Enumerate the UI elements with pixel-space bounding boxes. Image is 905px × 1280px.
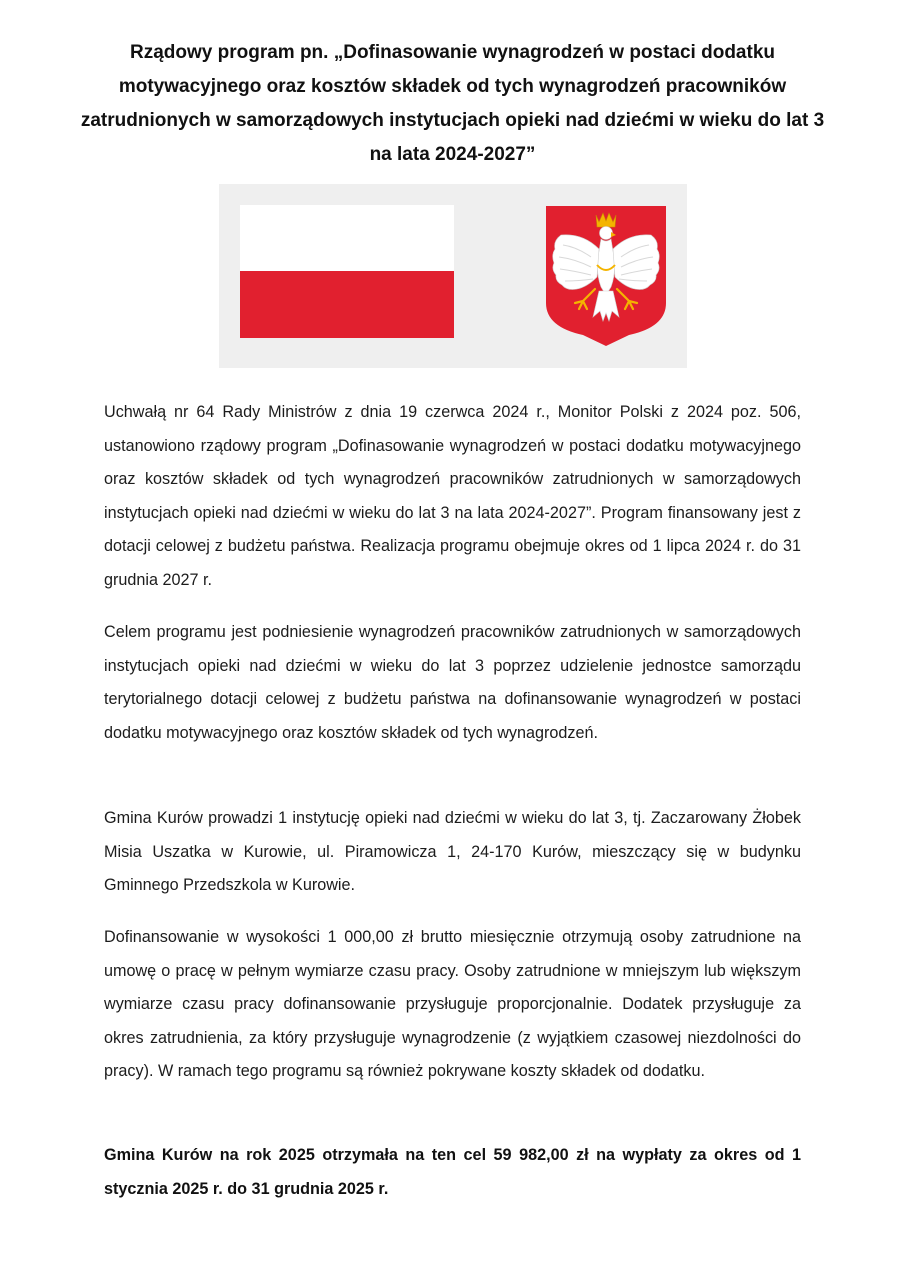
paragraph-resolution: Uchwałą nr 64 Rady Ministrów z dnia 19 czerwca 2024 r., Monitor Polski z 2024 poz. 506, ustanowiono rządowy program „Dofinasowanie wynagrodzeń w postaci dodatku motywacyjnego oraz kosztów składek od tych wynagrodzeń pracowników zatrudnionych w samorządowych instytucjach opieki nad dziećmi w wieku do lat 3 na lata 2024-2027”. Program finansowany jest z dotacji celowej z budżetu państwa. Realizacja programu obejmuje okres od 1 lipca 2024 r. do 31 grudnia 2027 r. bbox=[104, 403, 801, 589]
flag-white-stripe bbox=[240, 205, 454, 271]
paragraph-institution: Gmina Kurów prowadzi 1 instytucję opieki nad dziećmi w wieku do lat 3, tj. Zaczarowany Żłobek Misia Uszatka w Kurowie, ul. Piramowicza 1, 24-170 Kurów, mieszczący się w budynku Gminnego Przedszkola w Kurowie. bbox=[104, 809, 801, 894]
paragraph-funding-summary: Gmina Kurów na rok 2025 otrzymała na ten cel 59 982,00 zł na wypłaty za okres od 1 stycznia 2025 r. do 31 grudnia 2025 r. bbox=[104, 1146, 801, 1198]
paragraph-funding-rules: Dofinansowanie w wysokości 1 000,00 zł brutto miesięcznie otrzymują osoby zatrudnione na umowę o pracę w pełnym wymiarze czasu pracy. Osoby zatrudnione w mniejszym lub większym wymiarze czasu pracy dofinansowanie przysługuje proporcjonalnie. Dodatek przysługuje za okres zatrudnienia, za który przysługuje wynagrodzenie (z wyjątkiem czasowej niezdolności do pracy). W ramach tego programu są również pokrywane koszty składek od dodatku. bbox=[104, 928, 801, 1080]
polish-flag-icon bbox=[240, 205, 454, 338]
flag-red-stripe bbox=[240, 271, 454, 338]
national-symbols-banner bbox=[219, 184, 687, 368]
polish-eagle-coat-of-arms-icon bbox=[545, 205, 667, 347]
paragraph-program-goal: Celem programu jest podniesienie wynagrodzeń pracowników zatrudnionych w samorządowych instytucjach opieki nad dziećmi w wieku do lat 3 poprzez udzielenie jednostce samorządu terytorialnego dotacji celowej z budżetu państwa na dofinansowanie wynagrodzeń w postaci dodatku motywacyjnego oraz kosztów składek od tych wynagrodzeń. bbox=[104, 623, 801, 742]
document-title: Rządowy program pn. „Dofinasowanie wynagrodzeń w postaci dodatku motywacyjnego oraz kosztów składek od tych wynagrodzeń pracowników zatrudnionych w samorządowych instytucjach opieki nad dziećmi w wieku do lat 3 na lata 2024-2027” bbox=[80, 42, 825, 165]
